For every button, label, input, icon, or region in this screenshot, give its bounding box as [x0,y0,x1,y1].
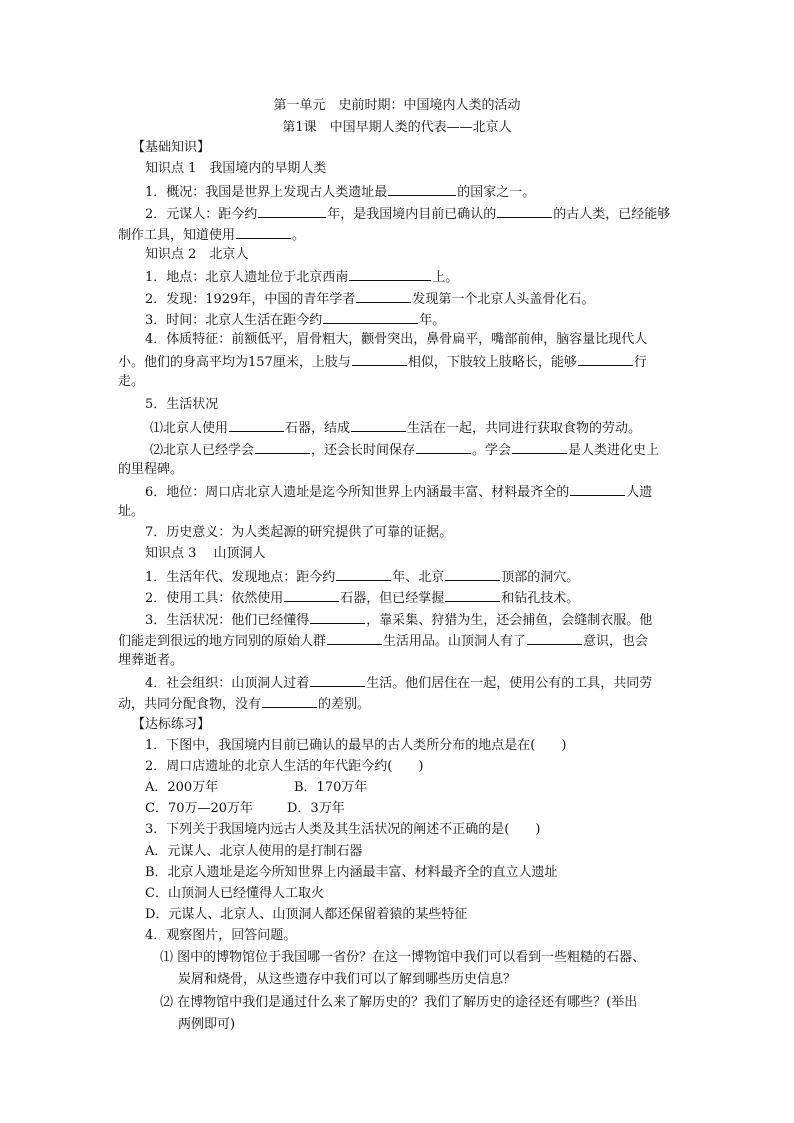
kp3-item3: 3．生活状况：他们已经懂得 ，靠采集、狩猎为生，还会捕鱼，会缝制衣服。他 [145,610,725,628]
practice-q4: 4．观察图片，回答问题。 [145,928,297,943]
practice-q4-1-cont: 炭屑和烧骨，从这些遗存中我们可以了解到哪些历史信息？ [178,972,517,987]
answer-blank[interactable] [323,310,418,324]
kp3-item1: 1．生活年代、发现地点：距今约 年、北京 顶部的洞穴。 [145,567,725,585]
practice-q4-2: ⑵ 在博物馆中我们是通过什么来了解历史的？我们了解历史的途径还有哪些？(举出 [160,995,638,1010]
answer-blank[interactable] [258,204,326,218]
kp2-item5-2: ⑵北京人已经学会 ，还会长时间保存 。学会 是人类进化史上 [150,440,730,458]
kp2-item7: 7．历史意义：为人类起源的研究提供了可靠的证据。 [145,525,453,540]
practice-q2-option-b: B．170万年 [294,780,368,795]
practice-q3: 3．下列关于我国境内远古人类及其生活状况的阐述不正确的是( ) [145,822,541,837]
answer-blank[interactable] [336,567,391,581]
kp2-item4-cont2: 走。 [118,374,145,389]
practice-q3-option-c: C．山顶洞人已经懂得人工取火 [145,886,324,901]
answer-blank[interactable] [445,567,500,581]
kp2-item3: 3．时间：北京人生活在距今约 年。 [145,310,725,328]
answer-blank[interactable] [262,694,317,708]
answer-blank[interactable] [236,225,291,239]
answer-blank[interactable] [512,440,567,454]
answer-blank[interactable] [416,440,471,454]
answer-blank[interactable] [527,631,582,645]
unit-title: 第一单元 史前时期：中国境内人类的活动 [273,98,521,113]
kp2-item5-2-cont: 的里程碑。 [118,462,184,477]
practice-q4-2-cont: 两例即可) [178,1017,236,1032]
kp2-item1: 1．地点：北京人遗址位于北京西南 上。 [145,267,725,285]
practice-q2: 2．周口店遗址的北京人生活的年代距今约( ) [145,759,424,774]
kp1-heading: 知识点 1 我国境内的早期人类 [145,161,327,176]
answer-blank[interactable] [445,588,500,602]
kp2-item2: 2．发现：1929年，中国的青年学者 发现第一个北京人头盖骨化石。 [145,289,725,307]
kp1-item2: 2．元谋人：距今约 年，是我国境内目前已确认的 的古人类，已经能够 [145,204,725,222]
kp3-item4-cont: 动，共同分配食物，没有 的差别。 [118,694,698,712]
answer-blank[interactable] [497,204,552,218]
answer-blank[interactable] [356,289,411,303]
kp3-item3-cont: 们能走到很远的地方同别的原始人群 生活用品。山顶洞人有了 意识，也会 [118,631,698,649]
kp3-item4: 4．社会组织：山顶洞人过着 生活。他们居住在一起，使用公有的工具，共同劳 [145,673,725,691]
practice-q2-option-a: A．200万年 [145,780,219,795]
kp2-item4-cont: 小。他们的身高平均为157厘米，上肢与 相似，下肢较上肢略长，能够 行 [118,352,698,370]
practice-q3-option-d: D．元谋人、北京人、山顶洞人都还保留着猿的某些特征 [145,907,468,922]
practice-q1: 1．下图中，我国境内目前已确认的最早的古人类所分布的地点是在( ) [145,738,567,753]
kp2-item5: 5．生活状况 [145,397,219,412]
kp1-item1: 1．概况：我国是世界上发现古人类遗址最 的国家之一。 [145,182,725,200]
answer-blank[interactable] [327,631,382,645]
answer-blank[interactable] [284,588,339,602]
answer-blank[interactable] [310,673,365,687]
kp2-item6-cont: 址。 [118,504,145,519]
answer-blank[interactable] [349,267,431,281]
answer-blank[interactable] [255,440,310,454]
answer-blank[interactable] [351,418,406,432]
kp2-item4: 4．体质特征：前额低平，眉骨粗大，颧骨突出，鼻骨扁平，嘴部前伸，脑容量比现代人 [145,332,648,347]
answer-blank[interactable] [578,352,633,366]
answer-blank[interactable] [352,352,407,366]
answer-blank[interactable] [310,610,365,624]
kp1-item2-cont: 制作工具，知道使用 。 [118,225,698,243]
practice-q3-option-a: A．元谋人、北京人使用的是打制石器 [145,844,363,859]
lesson-title: 第1课 中国早期人类的代表——北京人 [282,120,512,135]
kp3-heading: 知识点 3 山顶洞人 [145,546,266,561]
kp2-item6: 6．地位：周口店北京人遗址是迄今所知世界上内涵最丰富、材料最齐全的 人遗 [145,482,725,500]
answer-blank[interactable] [229,418,284,432]
kp2-item5-1: ⑴北京人使用 石器，结成 生活在一起，共同进行获取食物的劳动。 [150,418,730,436]
section-basic-heading: 【基础知识】 [132,140,211,155]
kp2-heading: 知识点 2 北京人 [145,247,249,262]
practice-q2-option-c: C．70万—20万年 [145,801,254,816]
answer-blank[interactable] [570,482,625,496]
practice-q2-option-d: D．3万年 [287,801,345,816]
practice-q4-1: ⑴ 图中的博物馆位于我国哪一省份？在这一博物馆中我们可以看到一些粗糙的石器、 [160,950,646,965]
practice-q3-option-b: B．北京人遗址是迄今所知世界上内涵最丰富、材料最齐全的直立人遗址 [145,865,558,880]
section-practice-heading: 【达标练习】 [132,717,211,732]
kp3-item2: 2．使用工具：依然使用 石器，但已经掌握 和钻孔技术。 [145,588,725,606]
kp3-item3-cont2: 埋葬逝者。 [118,653,184,668]
answer-blank[interactable] [388,182,456,196]
